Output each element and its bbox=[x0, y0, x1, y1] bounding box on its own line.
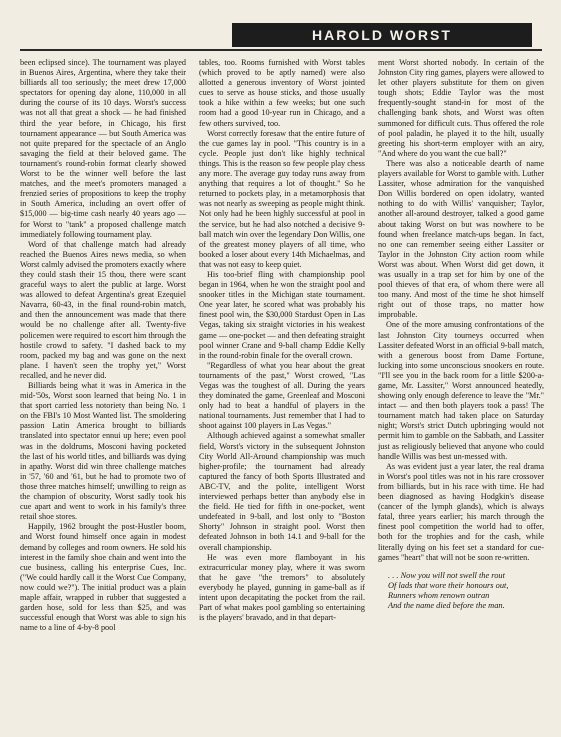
paragraph: ment Worst shorted nobody. In certain of the Johnston City ring games, players were allowed to let other players substitute for them on given tough shots; Eddie Taylor was the most frequently-sought stand-in for most of the challenging bank shots, and Worst was often summoned for difficult cuts. Thus offered the role of pool paladin, he played it to the hilt, usually greeting his short-term employer with an airy, "And where do you want the cue ball?" bbox=[378, 58, 544, 158]
paragraph: As was evident just a year later, the real drama in Worst's pool titles was not in his rare crossover from billiards, but in his race with time. He had been diagnosed as having Hodgkin's disease (cancer of the lymph glands), which is always fatal, three years earlier; his march through the finest pool competition the world had to offer, both for the trophies and for the cash, while literally dying on his feet set a standard for cue-games "heart" that will not be soon re-written. bbox=[378, 461, 544, 562]
header-rule bbox=[20, 49, 542, 51]
text-column-1 bbox=[20, 58, 186, 633]
paragraph: Although achieved against a somewhat smaller field, Worst's victory in the subsequent Johnston City World All-Around championship was much higher-profile; the tournament had already captured the fancy of both Sports Illustrated and ABC-TV, and the polite, intelligent Worst interviewed perhaps better than anybody else in the field. He tied for fifth in one-pocket, went undefeated in 9-ball, and lost only to "Boston Shorty" Johnson in straight pool. Worst then defeated Johnson in both 14.1 and 9-ball for the overall championship. bbox=[199, 431, 365, 552]
text-column-2 bbox=[199, 58, 365, 623]
paragraph: His too-brief fling with championship pool began in 1964, when he won the straight pool and snooker titles in the Michigan state tournament. One year later, he scored what was probably his finest pool win, the $30,000 Stardust Open in Las Vegas, taking six straight victories in his weakest game — one-pocket — and then defeating straight pool winner Crane and 9-ball champ Eddie Kelly in the round-robin finale for the overall crown. bbox=[199, 269, 365, 360]
paragraph: Word of that challenge match had already reached the Buenos Aires news media, so when Worst calmly advised the promoters exactly where they could stash their 15 thou, there were scant graceful ways to alert the public at large. Worst was allowed to defeat Argentina's great Ezequiel Navarra, 60-43, in the final round-robin match, and then the announcement was made that there would be no challenge after all. Twenty-five policemen were required to escort him through the hostile crowd to safety. "I dashed back to my room, packed my bag and was gone on the next plane. I haven't seen the trophy yet," Worst recalled, and he never did. bbox=[20, 239, 186, 380]
poem-line: . . . Now you will not swell the rout bbox=[388, 570, 505, 580]
paragraph: Happily, 1962 brought the post-Hustler boom, and Worst found himself once again in modest demand by colleges and room owners. He sold his interest in the family shoe chain and went into the cue business, calling his enterprise Cues, Inc. ("We could hardly call it the Worst Cue Company, now could we?"). The initial product was a plain maple affair, wrapped in rubber that suggested a garden hose, sold for less than $25, and was successful enough that Worst was able to sign his name to a line of 4-by-8 pool bbox=[20, 522, 186, 633]
paragraph: There was also a noticeable dearth of name players available for Worst to gamble with. Luther Lassiter, whose admiration for the vanquished Don Willis bordered on open idolatry, wanted nothing to do with Willis' vanquisher; Taylor, another all-around destroyer, talked a good game about taking Worst on but was nowhere to be found when freelance match-ups began. In fact, no one can remember seeing either Lassiter or Taylor in the Johnston City action room while Worst was about. When Worst did get down, it was usually in a trap set for him by one of the pool thieves of that era, of whom there were all too many. And most of the time he shot himself right out of those traps, no matter how improbable. bbox=[378, 158, 544, 320]
paragraph: Billiards being what it was in America in the mid-'50s, Worst soon learned that being No. 1 in that sport carried less notoriety than being No. 1 on the FBI's 10 Most Wanted list. The smoldering passion Latin America brought to billiards translated into spectator ennui up here; even pool was in the doldrums, Mosconi having pocketed the last of his world titles, and billiards was dying in apathy. Worst did win three challenge matches in '57, '60 and '61, but he had to promote two of those three matches himself; unwilling to reign as the champion of obscurity, Worst sadly took his cue apart and went to work in his family's three retail shoe stores. bbox=[20, 381, 186, 522]
paragraph: One of the more amusing confrontations of the last Johnston City tourneys occurred when Lassiter defeated Worst in an official 9-ball match, with a generous boost from Dame Fortune, lucking into some unconscious snookers en route. "I'll see you in the back room for a little $200-a-game, Mr. Lassiter," Worst announced heatedly, showing only enough deference to leave the "Mr." intact — and then both players took a pass! The tournament match had taken place on Saturday night; Worst's strict Dutch upbringing would not permit him to gamble on the Sabbath, and Lassiter just as religiously believed that anyone who could handle Willis was best un-messed with. bbox=[378, 320, 544, 461]
epigraph-poem bbox=[388, 571, 544, 612]
text-column-3 bbox=[378, 58, 544, 612]
poem-line: And the name died before the man. bbox=[388, 601, 505, 611]
paragraph: Worst correctly foresaw that the entire future of the cue games lay in pool. "This country is in a cycle. People just don't like highly technical things. This is the reason so few people play chess any more. The average guy today runs away from anything that requires a lot of thought." So he returned to pockets play, in a metamorphosis that was not nearly as sweeping as people might think. Not only had he been highly successful at pool in the service, but he had also notched a decisive 9-ball match win over the legendary Don Willis, one of the greatest money players of all time, who booked a loser about every 14th Michaelmas, and that was not easy to keep quiet. bbox=[199, 128, 365, 269]
paragraph: "Regardless of what you hear about the great tournaments of the past," Worst crowed, "Las Vegas was the toughest of all. During the years they dominated the game, Greenleaf and Mosconi only had to beat a handful of players in the national tournaments. Just remember that I had to shoot against 100 players in Las Vegas." bbox=[199, 360, 365, 431]
paragraph: been eclipsed since). The tournament was played in Buenos Aires, Argentina, where they take their billiards all too seriously; the meet drew 17,000 spectators for opening day alone, 110,000 in all during the course of its 10 days. Worst's success was not all that great a shock — he had finished third the year before, in Chicago, his first tournament appearance — but South America was not quite prepared for the spectacle of an Anglo savaging the field at their beloved game. The tournament's round-robin format clearly showed Worst to be the winner well before the last matches, and the meet's promoters managed a frenzied series of propositions to keep the trophy in South America, including an overt offer of $15,000 — big-time cash nearly 40 years ago — for Worst to "tank" a proposed challenge match immediately following tournament play. bbox=[20, 58, 186, 239]
paragraph: He was even more flamboyant in his extracurricular money play, where it was sworn that he gave "the tremors" to absolutely everybody he played, gunning in game-ball as if intent upon decapitating the pocket from the rail. Part of what makes pool gambling so entertaining is the players' bravado, and in that depart- bbox=[199, 552, 365, 623]
poem-line: Of lads that wore their honours out, bbox=[388, 580, 509, 590]
paragraph: tables, too. Rooms furnished with Worst tables (which proved to be aptly named) were also allotted a generous inventory of Worst jointed cues to serve as house sticks, and those usually took a hike within a few weeks; but one such room had a good 10-year run in Chicago, and a few others survived, too. bbox=[199, 58, 365, 128]
chapter-header: HAROLD WORST bbox=[232, 23, 532, 47]
poem-line: Runners whom renown outran bbox=[388, 591, 490, 601]
